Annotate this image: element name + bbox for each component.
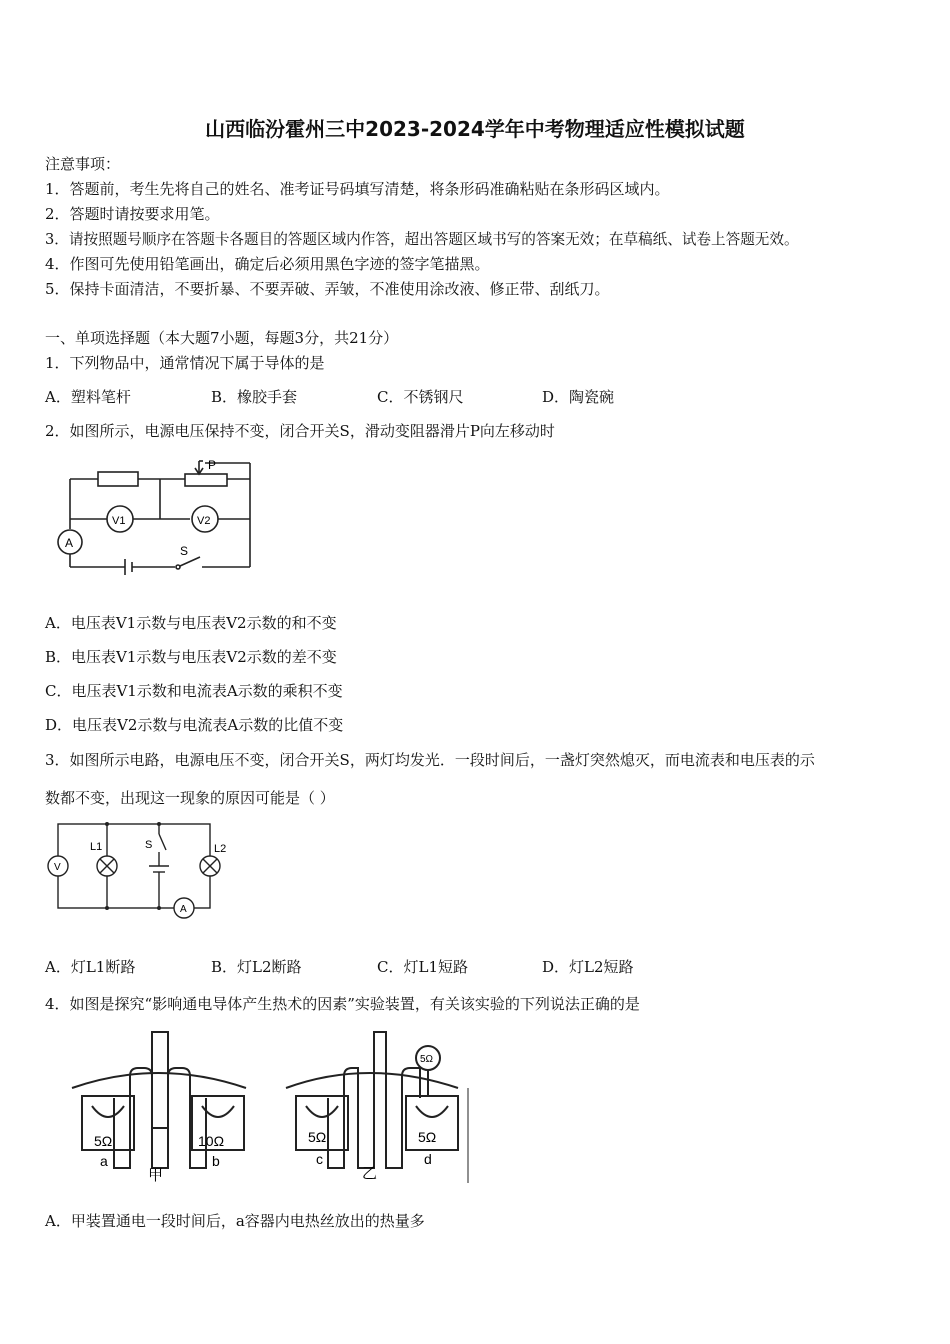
lamp-l1-label: L1: [90, 841, 103, 853]
q3-option-c: C．灯L1短路: [377, 958, 468, 976]
q1-option-b: B．橡胶手套: [211, 388, 298, 406]
q2-circuit-diagram: [50, 455, 265, 580]
notice-item: 3．请按照题号顺序在答题卡各题目的答题区域内作答，超出答题区域书写的答案无效；在草稿纸、试卷上答题无效。: [45, 231, 799, 248]
q3-circuit-diagram: [42, 818, 242, 923]
q3-option-d: D．灯L2短路: [542, 958, 634, 976]
resistor-a-label: 5Ω: [94, 1133, 113, 1149]
section-heading: 一、单项选择题（本大题7小题，每题3分，共21分）: [45, 329, 399, 347]
container-c-label: c: [316, 1151, 323, 1167]
setup-yi-label: 乙: [362, 1165, 378, 1182]
q1-stem: 1．下列物品中，通常情况下属于导体的是: [45, 354, 325, 372]
ammeter-label: A: [180, 904, 187, 915]
q2-option-c: C．电压表V1示数和电流表A示数的乘积不变: [45, 682, 343, 700]
slider-p-label: P: [208, 458, 217, 472]
notice-item: 5．保持卡面清洁，不要折暴、不要弄破、弄皱，不准使用涂改液、修正带、刮纸刀。: [45, 280, 610, 298]
notice-item: 4．作图可先使用铅笔画出，确定后必须用黑色字迹的签字笔描黑。: [45, 255, 490, 273]
v2-label: V2: [197, 515, 211, 527]
v1-label: V1: [112, 515, 126, 527]
q1-option-d: D．陶瓷碗: [542, 388, 615, 406]
container-b-label: b: [212, 1153, 220, 1169]
q1-option-a: A．塑料笔杆: [45, 388, 131, 406]
setup-jia-label: 甲: [148, 1167, 164, 1184]
q3-option-a: A．灯L1断路: [45, 958, 136, 976]
resistor-top-label: 5Ω: [420, 1054, 434, 1065]
notice-heading: 注意事项：: [45, 155, 121, 173]
lamp-l2-label: L2: [214, 843, 227, 855]
q2-stem: 2．如图所示，电源电压保持不变，闭合开关S，滑动变阻器滑片P向左移动时: [45, 422, 555, 440]
page-title: 山西临汾霍州三中2023-2024学年中考物理适应性模拟试题: [205, 117, 745, 141]
q4-stem: 4．如图是探究“影响通电导体产生热术的因素”实验装置，有关该实验的下列说法正确的是: [45, 995, 640, 1013]
switch-s-label: S: [145, 839, 153, 851]
notice-item: 1．答题前，考生先将自己的姓名、准考证号码填写清楚，将条形码准确粘贴在条形码区域内。: [45, 180, 670, 198]
switch-label: S: [180, 544, 189, 558]
q3-option-b: B．灯L2断路: [211, 958, 302, 976]
q1-option-c: C．不锈钢尺: [377, 388, 464, 406]
q2-option-d: D．电压表V2示数与电流表A示数的比值不变: [45, 716, 344, 734]
resistor-c-label: 5Ω: [308, 1129, 327, 1145]
resistor-d-label: 5Ω: [418, 1129, 437, 1145]
ammeter-label: A: [65, 536, 74, 550]
container-a-label: a: [100, 1153, 108, 1169]
voltmeter-label: V: [54, 862, 61, 873]
resistor-b-label: 10Ω: [198, 1133, 225, 1149]
q3-stem-line2: 数都不变，出现这一现象的原因可能是（ ）: [45, 789, 335, 807]
notice-item: 2．答题时请按要求用笔。: [45, 205, 220, 223]
q4-apparatus-diagram: [68, 1028, 478, 1188]
q4-option-a: A．甲装置通电一段时间后，a容器内电热丝放出的热量多: [45, 1212, 425, 1230]
q3-stem-line1: 3．如图所示电路，电源电压不变，闭合开关S，两灯均发光．一段时间后，一盏灯突然熄灭，而电流表和电压表的示: [45, 751, 815, 769]
q2-option-b: B．电压表V1示数与电压表V2示数的差不变: [45, 648, 337, 666]
q2-option-a: A．电压表V1示数与电压表V2示数的和不变: [45, 614, 337, 632]
container-d-label: d: [424, 1151, 432, 1167]
